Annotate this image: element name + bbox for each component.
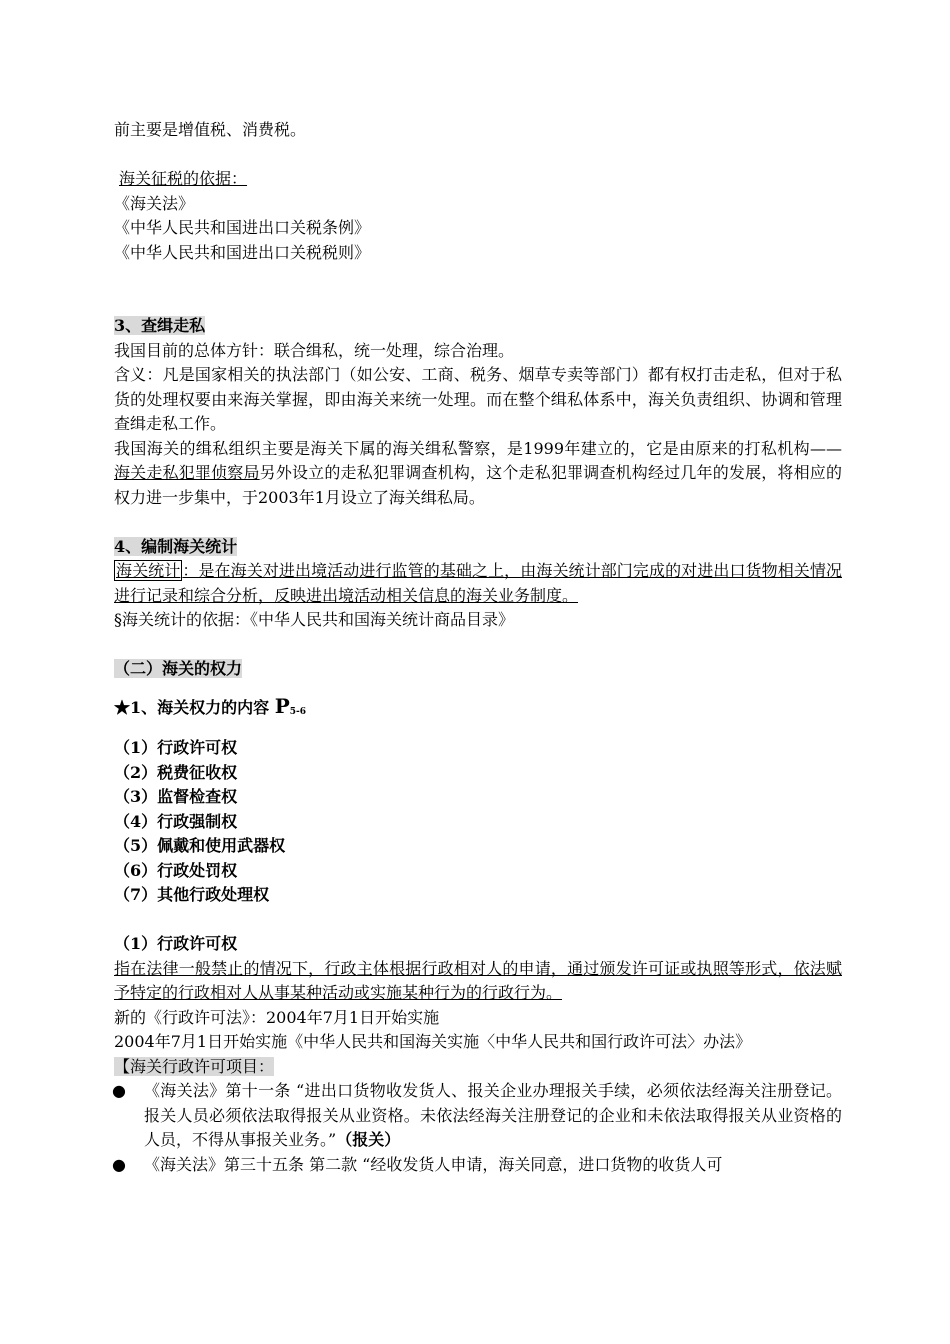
license-heading: （1）行政许可权: [114, 934, 238, 953]
power-list-item: （6）行政处罚权: [114, 860, 238, 880]
power-list-item: （3）监督检查权: [114, 787, 238, 806]
bullet-icon: ●: [112, 1081, 126, 1100]
power-list-item: （5）佩戴和使用武器权: [114, 836, 286, 855]
statistics-term: 海关统计: [116, 561, 181, 580]
statistics-definition: 海关统计 ：是在海关对进出境活动进行监管的基础之上，由海关统计部门完成的对进出口货物相关情况进行记录和综合分析，反映进出境活动相关信息的海关业务制度。: [114, 561, 842, 605]
powers-content-heading: ★1、海关权力的内容 P5-6: [114, 693, 307, 718]
statistics-basis: §海关统计的依据：《中华人民共和国海关统计商品目录》: [114, 610, 515, 629]
license-definition: 指在法律一般禁止的情况下，行政主体根据行政相对人的申请，通过颁发许可证或执照等形式，依法赋予特定的行政相对人从事某种活动或实施某种行为的行政行为。: [114, 958, 842, 1002]
paragraph-vat: 前主要是增值税、消费税。: [114, 120, 307, 139]
anti-smuggling-policy: 我国目前的总体方针：联合缉私，统一处理，综合治理。: [114, 340, 515, 360]
power-list-item: （1）行政许可权: [114, 738, 238, 757]
bureau-name: 海关走私犯罪侦察局: [114, 463, 260, 482]
power-list-item: （7）其他行政处理权: [114, 885, 270, 904]
anti-smuggling-meaning: 含义：凡是国家相关的执法部门（如公安、工商、税务、烟草专卖等部门）都有权打击走私，但对于私货的处理权要由来海关掌握，即由海关来统一处理。而在整个缉私体系中，海关负责组织、协调和管理查缉走私工作。: [114, 365, 842, 433]
license-new-law: 新的《行政许可法》：2004年7月1日开始实施: [114, 1007, 440, 1027]
section-heading-statistics: 4、编制海关统计: [114, 536, 238, 556]
law-item: 《中华人民共和国进出口关税条例》: [114, 218, 371, 237]
document-page: [114, 118, 842, 1177]
law-item: 《中华人民共和国进出口关税税则》: [114, 242, 371, 262]
anti-smuggling-organization: 我国海关的缉私组织主要是海关下属的海关缉私警察，是1999年建立的，它是由原来的打私机构——海关走私犯罪侦察局另外设立的走私犯罪调查机构，这个走私犯罪调查机构经过几年的发展，将相应的权力进一步集中，于2003年1月设立了海关缉私局。: [114, 438, 842, 507]
license-bullet-item: ● 《海关法》第十一条 “进出口货物收发货人、报关企业办理报关手续，必须依法经海关注册登记。报关人员必须依法取得报关从业资格。未依法经海关注册登记的企业和未依法取得报关从业资格的人员，不得从事报关业务。”（报关）: [112, 1081, 842, 1149]
license-items-title: 【海关行政许可项目：: [114, 1056, 275, 1076]
section-heading-powers: （二）海关的权力: [114, 659, 243, 678]
law-item: 《海关法》: [114, 193, 195, 213]
license-bullet-item: ● 《海关法》第三十五条 第二款 “经收发货人申请，海关同意，进口货物的收货人可: [114, 1153, 842, 1178]
section-heading-anti-smuggling: 3、查缉走私: [114, 316, 206, 335]
license-implementation: 2004年7月1日开始实施《中华人民共和国海关实施〈中华人民共和国行政许可法〉办法》: [114, 1032, 752, 1051]
bullet-icon: ●: [112, 1154, 126, 1174]
tax-basis-title: 海关征税的依据：: [119, 169, 248, 188]
power-list-item: （2）税费征收权: [114, 762, 238, 782]
power-list-item: （4）行政强制权: [114, 811, 238, 831]
